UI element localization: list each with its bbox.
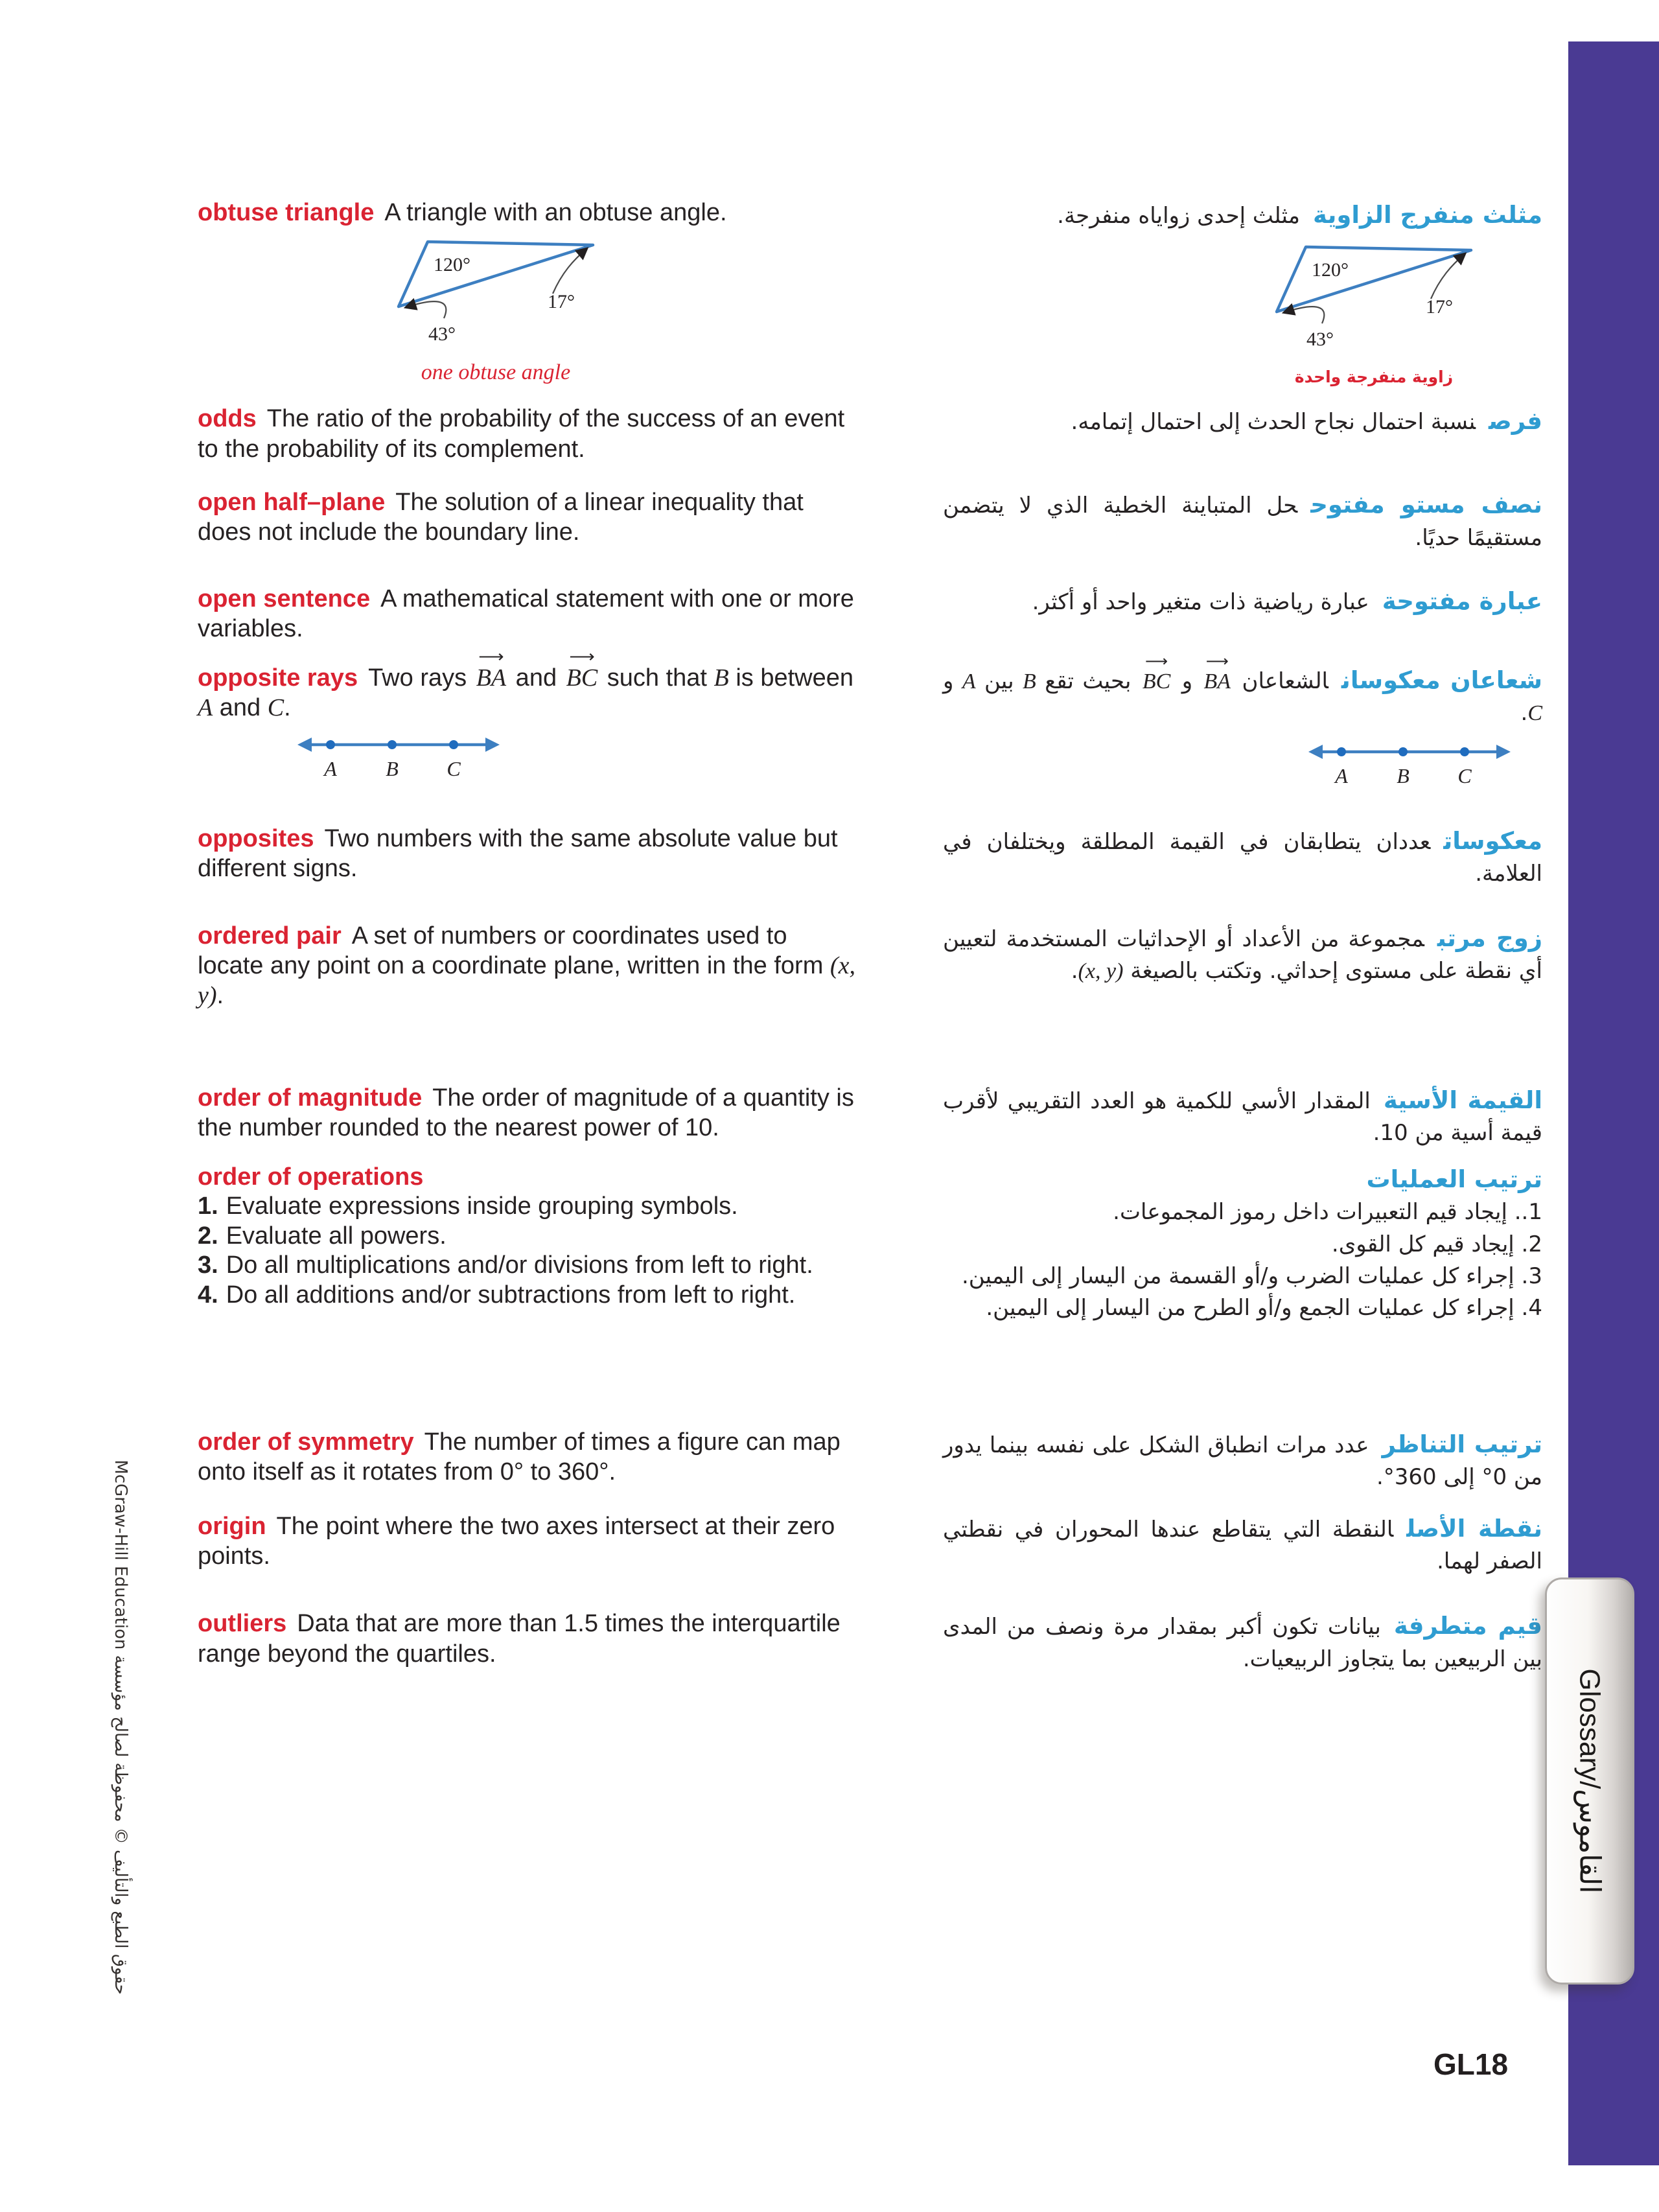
term-arabic: ترتيب التناظر bbox=[1382, 1430, 1542, 1458]
entry-english bbox=[198, 584, 868, 644]
definition-text: بيانات تكون أكبر بمقدار مرة ونصف من المدى بين الربيعين بما يتجاوز الربيعيات. bbox=[943, 1614, 1542, 1673]
entry-english bbox=[198, 1511, 868, 1572]
term-english: open sentence bbox=[198, 585, 371, 612]
entry-english bbox=[198, 663, 868, 790]
term-english: order of magnitude bbox=[198, 1084, 423, 1112]
term-arabic: عبارة مفتوحة bbox=[1382, 587, 1542, 615]
definition-text: The ratio of the probability of the success of an event to the probability of its complement. bbox=[198, 405, 845, 463]
entry-english bbox=[198, 824, 868, 884]
term-english: order of operations bbox=[198, 1163, 424, 1191]
entry-order-of-symmetry bbox=[198, 1427, 1542, 1494]
angle-label-17: 17° bbox=[1426, 296, 1453, 318]
term-english: opposite rays bbox=[198, 664, 358, 692]
term-arabic: شعاعان معكوسان bbox=[1341, 666, 1542, 694]
list-item: 1. Evaluate expressions inside grouping symbols. bbox=[198, 1193, 738, 1220]
term-english: obtuse triangle bbox=[198, 199, 375, 226]
ray-symbol-BA: ⟶ BA bbox=[1201, 666, 1234, 697]
entry-english bbox=[198, 1162, 868, 1310]
copyright-sidebar-text: حقوق الطبع والتأليف © محفوظة لصالح مؤسسة McGraw-Hill Education bbox=[111, 1460, 130, 1995]
definition-text: عبارة رياضية ذات متغير واحد أو أكثر. bbox=[1032, 588, 1369, 615]
obtuse-triangle-diagram bbox=[392, 235, 599, 349]
entry-opposites bbox=[198, 824, 1542, 891]
list-item: 3. إجراء كل عمليات الضرب و/أو القسمة من اليسار إلى اليمين. bbox=[961, 1263, 1542, 1289]
entry-arabic: زوج مرتبمجموعة من الأعداد أو الإحداثيات المستخدمة لتعيين أي نقطة على مستوى إحداثي. وتكتب بالصيغة (x, y). bbox=[943, 924, 1542, 984]
ordered-steps-list bbox=[943, 1196, 1542, 1324]
entry-arabic bbox=[943, 824, 1542, 891]
definition-text: Data that are more than 1.5 times the interquartile range beyond the quartiles. bbox=[198, 1610, 841, 1668]
definition-text: مثلث إحدى زواياه منفرجة. bbox=[1057, 203, 1301, 229]
ray-symbol-BC: ⟶ BC bbox=[564, 663, 601, 693]
entry-english bbox=[198, 1427, 868, 1487]
entry-open-sentence bbox=[198, 584, 1542, 644]
angle-label-17: 17° bbox=[548, 291, 575, 313]
point-label-B: B bbox=[1397, 763, 1410, 787]
angle-label-43: 43° bbox=[428, 323, 456, 345]
right-arrowhead-icon bbox=[1496, 745, 1511, 759]
definition-text: The number of times a figure can map onto itself as it rotates from 0° to 360°. bbox=[198, 1428, 841, 1485]
term-arabic: ترتيب العمليات bbox=[1366, 1165, 1542, 1193]
entry-origin bbox=[198, 1511, 1542, 1578]
entry-arabic bbox=[943, 1511, 1542, 1578]
entry-arabic bbox=[943, 487, 1542, 554]
entry-english bbox=[198, 1083, 868, 1143]
angle-label-120: 120° bbox=[1312, 259, 1349, 281]
definition-text: The order of magnitude of a quantity is the number rounded to the nearest power of 10. bbox=[198, 1084, 854, 1142]
left-arrowhead-icon bbox=[1308, 745, 1323, 759]
glossary-tab-label: Glossary/القاموس bbox=[1573, 1668, 1606, 1894]
math-xy: (x, y) bbox=[1078, 959, 1124, 984]
definition-text: A triangle with an obtuse angle. bbox=[384, 199, 727, 226]
entry-arabic bbox=[943, 1427, 1542, 1494]
entry-english bbox=[198, 198, 868, 386]
entry-outliers bbox=[198, 1609, 1542, 1675]
point-dot-A bbox=[1337, 747, 1346, 756]
term-english: outliers bbox=[198, 1610, 287, 1638]
term-arabic: مثلث منفرج الزاوية bbox=[1313, 201, 1542, 229]
entry-opposite-rays bbox=[198, 663, 1542, 798]
list-item: 4. Do all additions and/or subtractions from left to right. bbox=[198, 1281, 796, 1309]
term-arabic: القيمة الأسية bbox=[1383, 1086, 1542, 1114]
entry-ordered-pair bbox=[198, 921, 1542, 1011]
point-label-C: C bbox=[1457, 763, 1472, 787]
left-arrowhead-icon bbox=[297, 738, 312, 752]
definition-text: Two numbers with the same absolute value but different signs. bbox=[198, 824, 838, 883]
figure-caption-english: one obtuse angle bbox=[421, 360, 571, 384]
entry-english bbox=[198, 1609, 868, 1669]
list-item: 3. Do all multiplications and/or divisions from left to right. bbox=[198, 1252, 813, 1279]
entry-obtuse-triangle bbox=[198, 198, 1542, 389]
term-arabic: معكوسات bbox=[1443, 826, 1542, 855]
term-english: opposites bbox=[198, 824, 314, 852]
definition-text: النقطة التي يتقاطع عندها المحوران في نقطتي الصفر لهما. bbox=[943, 1516, 1542, 1575]
entry-order-of-magnitude bbox=[198, 1083, 1542, 1150]
definition-paragraph: opposite rays Two rays ⟶ BA and ⟶ BC such that B is between A and C. bbox=[198, 663, 857, 723]
entry-arabic bbox=[943, 1162, 1542, 1325]
glossary-thumb-tab bbox=[1545, 1578, 1634, 1985]
term-english: origin bbox=[198, 1512, 266, 1540]
list-item: 1.. إيجاد قيم التعبيرات داخل رموز المجموعات. bbox=[1113, 1199, 1542, 1226]
term-english: ordered pair bbox=[198, 922, 342, 949]
ray-symbol-BA: ⟶ BA bbox=[474, 663, 509, 693]
point-label-B: B bbox=[386, 757, 399, 781]
definition-text: المقدار الأسي للكمية هو العدد التقريبي لأقرب قيمة أسية من 10. bbox=[943, 1088, 1542, 1147]
ray-symbol-BC: ⟶ BC bbox=[1140, 666, 1173, 697]
definition-text: عدد مرات انطباق الشكل على نفسه بينما يدور من 0° إلى 360°. bbox=[943, 1432, 1542, 1491]
entry-open-half-plane bbox=[198, 487, 1542, 554]
entry-english bbox=[198, 487, 868, 548]
opposite-rays-diagram bbox=[1306, 738, 1513, 789]
opposite-rays-figure-ar bbox=[1306, 738, 1513, 798]
entry-order-of-operations bbox=[198, 1162, 1542, 1325]
entry-odds bbox=[198, 404, 1542, 464]
definition-paragraph bbox=[943, 198, 1542, 233]
right-arrowhead-icon bbox=[485, 738, 500, 752]
obtuse-triangle-figure-ar bbox=[1267, 240, 1481, 390]
term-english: order of symmetry bbox=[198, 1428, 414, 1456]
obtuse-triangle-diagram bbox=[1270, 240, 1478, 354]
angle-leader-43 bbox=[1284, 307, 1324, 323]
entry-english: ordered pair A set of numbers or coordinates used to locate any point on a coordinate plane, written in the form (x, y). bbox=[198, 922, 855, 1010]
term-arabic: نصف مستو مفتوح bbox=[1310, 490, 1542, 518]
angle-leader-43 bbox=[406, 302, 446, 319]
point-label-C: C bbox=[447, 757, 461, 781]
entry-arabic bbox=[943, 1083, 1542, 1150]
definition-text: نسبة احتمال نجاح الحدث إلى احتمال إتمامه. bbox=[1071, 409, 1476, 436]
term-english: open half–plane bbox=[198, 488, 386, 516]
figure-caption-arabic: زاوية منفرجة واحدة bbox=[1294, 367, 1454, 386]
definition-text: The point where the two axes intersect at their zero points. bbox=[198, 1512, 835, 1570]
definition-text: A mathematical statement with one or more variables. bbox=[198, 585, 854, 643]
entry-arabic bbox=[943, 584, 1542, 619]
entry-english bbox=[198, 404, 868, 464]
point-label-A: A bbox=[1335, 763, 1348, 787]
ordered-steps-list bbox=[198, 1192, 857, 1310]
glossary-content bbox=[198, 198, 1542, 1675]
obtuse-triangle-figure-en bbox=[389, 235, 603, 386]
entry-arabic bbox=[943, 198, 1542, 389]
point-dot-B bbox=[388, 740, 397, 749]
point-dot-B bbox=[1398, 747, 1408, 756]
entry-arabic bbox=[943, 663, 1542, 798]
definition-text: حل المتباينة الخطية الذي لا يتضمن مستقيمًا حديًا. bbox=[943, 492, 1542, 551]
entry-arabic bbox=[943, 404, 1542, 439]
term-arabic: زوج مرتب bbox=[1437, 924, 1542, 952]
point-dot-C bbox=[449, 740, 458, 749]
angle-label-120: 120° bbox=[434, 254, 470, 276]
definition-paragraph bbox=[198, 198, 857, 227]
term-arabic: فرص bbox=[1489, 407, 1542, 436]
definition-paragraph: شعاعان معكوسانالشعاعان ⟶ BA و ⟶ BC بحيث تقع B بين A و C. bbox=[943, 663, 1542, 730]
opposite-rays-diagram bbox=[295, 730, 502, 782]
page-number: GL18 bbox=[1433, 2047, 1509, 2081]
point-dot-C bbox=[1460, 747, 1469, 756]
list-item: 4. إجراء كل عمليات الجمع و/أو الطرح من اليسار إلى اليمين. bbox=[986, 1295, 1542, 1321]
point-label-A: A bbox=[324, 757, 337, 781]
term-arabic: قيم متطرفة bbox=[1393, 1612, 1542, 1640]
math-xy: (x, y) bbox=[198, 952, 855, 1010]
definition-text: The solution of a linear inequality that does not include the boundary line. bbox=[198, 488, 804, 546]
entry-arabic bbox=[943, 1609, 1542, 1675]
angle-label-43: 43° bbox=[1306, 328, 1334, 350]
list-item: 2. Evaluate all powers. bbox=[198, 1222, 447, 1250]
definition-text: عددان يتطابقان في القيمة المطلقة ويختلفان في العلامة. bbox=[943, 828, 1542, 887]
term-english: odds bbox=[198, 405, 257, 433]
opposite-rays-figure-en bbox=[295, 730, 502, 789]
term-arabic: نقطة الأصل bbox=[1406, 1514, 1542, 1543]
list-item: 2. إيجاد قيم كل القوى. bbox=[1331, 1231, 1542, 1257]
point-dot-A bbox=[326, 740, 335, 749]
